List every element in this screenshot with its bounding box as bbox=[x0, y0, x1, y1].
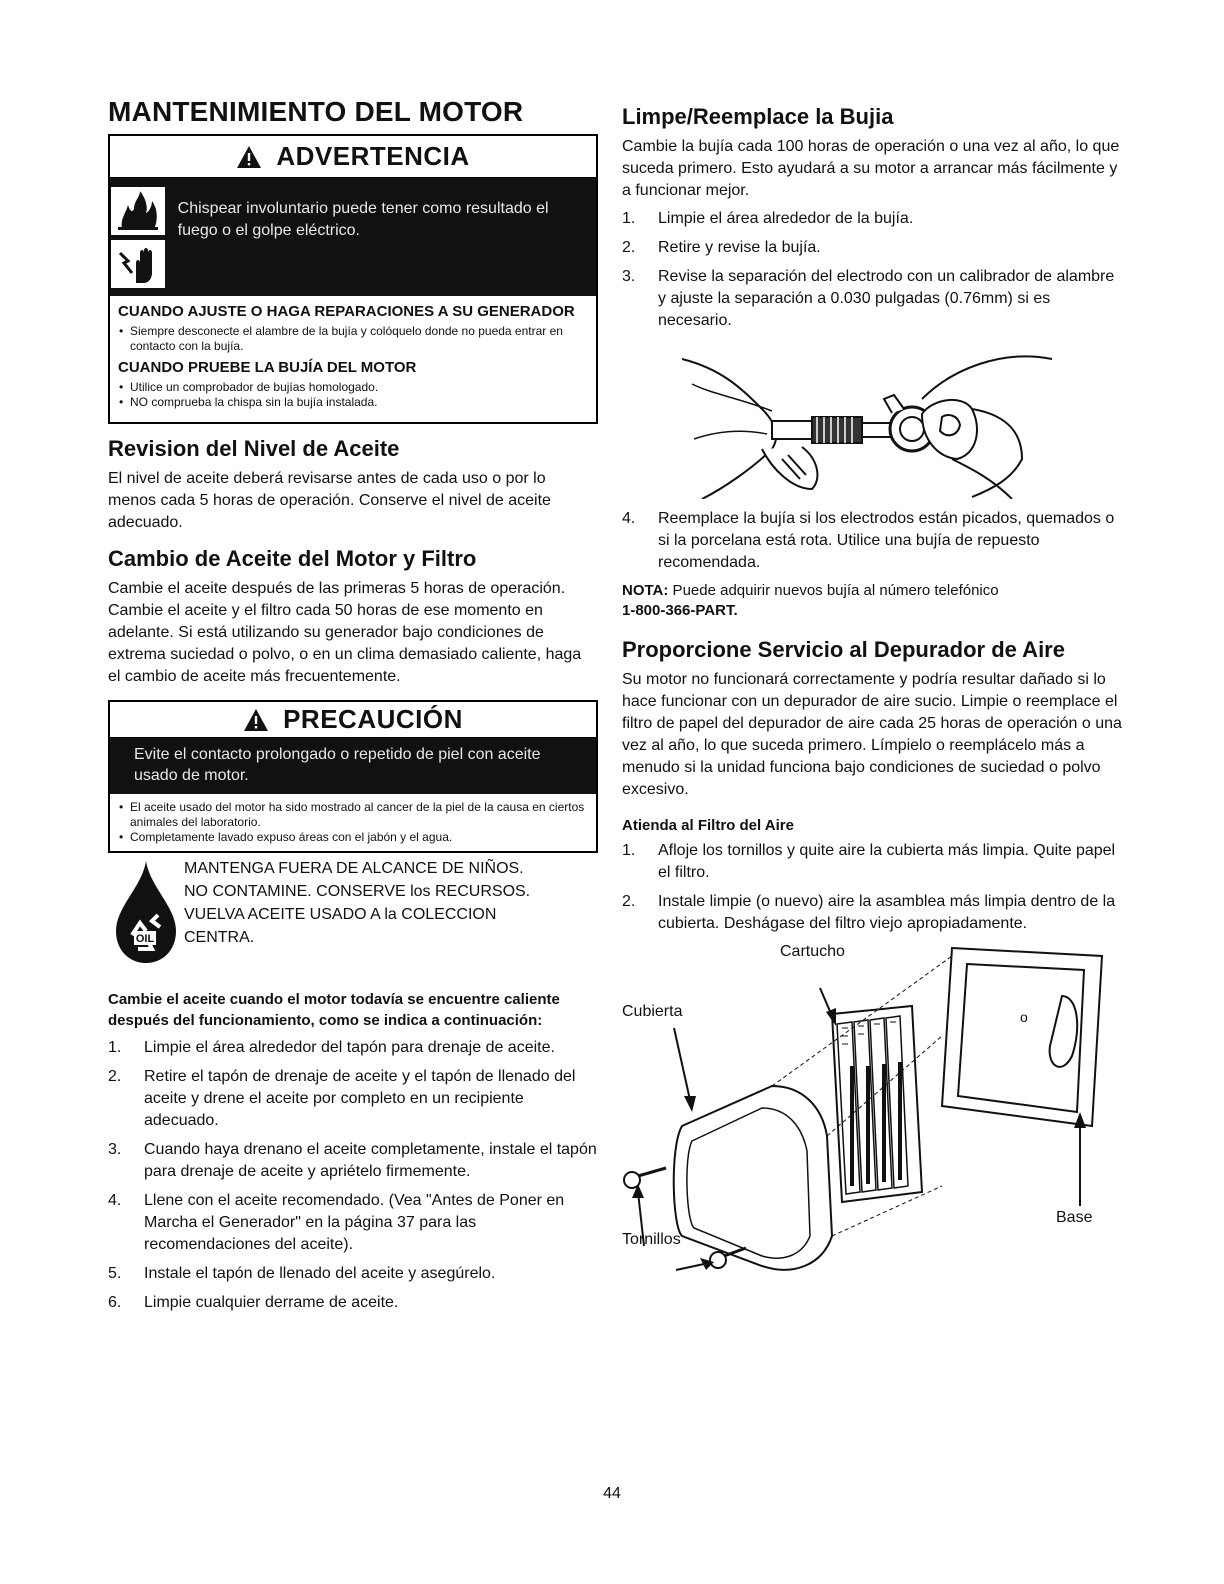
caution-header bbox=[110, 702, 596, 738]
list-item: 6. Limpie cualquier derrame de aceite. bbox=[108, 1294, 399, 1311]
air-cleaner-diagram bbox=[622, 936, 1122, 1306]
note-text: Puede adquirir nuevos bujía al número telefónico bbox=[668, 582, 999, 599]
warning-section2-title: CUANDO PRUEBE LA BUJÍA DEL MOTOR bbox=[118, 359, 417, 376]
list-item: 3. Cuando haya drenano el aceite completamente, instale el tapón para drenaje de aceite y apriételo firmemente. bbox=[108, 1141, 597, 1180]
warning-section1-title: CUANDO AJUSTE O HAGA REPARACIONES A SU GENERADOR bbox=[118, 303, 575, 320]
oil-recycle-icon bbox=[108, 857, 184, 967]
phone-number: 1-800-366-PART. bbox=[622, 602, 738, 619]
warning-icons bbox=[110, 178, 166, 296]
spark-plug-text: Cambie la bujía cada 100 horas de operación o una vez al año, lo que suceda primero. Esto ayudará a su motor a arrancar más fácilmente y a funcionar mejor. bbox=[622, 138, 1120, 199]
warning-item: • Siempre desconecte el alambre de la bujía y colóquelo donde no pueda entrar en contacto con la bujía. bbox=[118, 324, 588, 354]
label-cartucho: Cartucho bbox=[780, 943, 845, 960]
list-item: 3. Revise la separación del electrodo con un calibrador de alambre y ajuste la separación a 0.030 pulgadas (0.76mm) si es necesario. bbox=[622, 268, 1115, 329]
list-item: 1. Afloje los tornillos y quite aire la cubierta más limpia. Quite papel el filtro. bbox=[622, 842, 1116, 881]
spark-plug-heading: Limpe/Reemplace la Bujia bbox=[622, 104, 894, 129]
warning-section2-list bbox=[118, 380, 588, 410]
caution-item: • Completamente lavado expuso áreas con el jabón y el agua. bbox=[118, 830, 588, 845]
air-cleaner-text: Su motor no funcionará correctamente y podría resultar dañado si lo hace funcionar con un depurador de aire sucio. Limpie o reemplace el filtro de papel del depurador de aire cada 25 horas de operación o una vez al año, lo que suceda primero. Límpielo o reemplácelo más a menudo si la unidad funciona bajo condiciones de suciedad o polvo excesivo. bbox=[622, 671, 1122, 798]
electric-shock-icon bbox=[111, 240, 165, 288]
caution-list bbox=[118, 800, 588, 845]
list-item: 4. Llene con el aceite recomendado. (Vea "Antes de Poner en Marcha el Generador" en la página 37 para las recomendaciones del aceite). bbox=[108, 1192, 565, 1253]
label-tornillos: Tornillos bbox=[622, 1231, 681, 1248]
fire-icon bbox=[111, 187, 165, 235]
caution-heading: PRECAUCIÓN bbox=[283, 704, 463, 734]
left-column bbox=[108, 96, 598, 1321]
list-item: 5. Instale el tapón de llenado del aceite y asegúrelo. bbox=[108, 1265, 496, 1282]
caution-triangle-icon bbox=[243, 708, 269, 732]
warning-details bbox=[110, 296, 596, 422]
warning-heading: ADVERTENCIA bbox=[276, 141, 470, 171]
svg-text:OIL: OIL bbox=[135, 933, 155, 945]
air-filter-subhead: Atienda al Filtro del Aire bbox=[622, 817, 794, 834]
oil-change-steps bbox=[108, 1037, 598, 1314]
warning-item: • NO comprueba la chispa sin la bujía instalada. bbox=[118, 395, 588, 410]
caution-message: Evite el contacto prolongado o repetido de piel con aceite usado de motor. bbox=[110, 738, 596, 794]
spark-plug-step4 bbox=[622, 508, 1122, 574]
list-item: 1. Limpie el área alrededor de la bujía. bbox=[622, 210, 914, 227]
caution-details bbox=[110, 794, 596, 851]
warning-section1-list bbox=[118, 324, 588, 354]
recycle-notice bbox=[108, 857, 598, 967]
caution-item: • El aceite usado del motor ha sido mostrado al cancer de la piel de la causa en ciertos animales del laboratorio. bbox=[118, 800, 588, 830]
oil-change-heading: Cambio de Aceite del Motor y Filtro bbox=[108, 546, 477, 571]
air-cleaner-heading: Proporcione Servicio al Depurador de Aire bbox=[622, 637, 1065, 662]
procedure-intro: Cambie el aceite cuando el motor todavía se encuentre caliente después del funcionamiento, como se indica a continuación: bbox=[108, 991, 560, 1029]
list-item: 2. Retire el tapón de drenaje de aceite y el tapón de llenado del aceite y drene el aceite por completo en un recipiente adecuado. bbox=[108, 1068, 576, 1129]
spark-plug-illustration bbox=[622, 339, 1122, 499]
recycle-line: NO CONTAMINE. CONSERVE los RECURSOS. bbox=[184, 883, 531, 900]
oil-change-text: Cambie el aceite después de las primeras 5 horas de operación. Cambie el aceite y el filtro cada 50 horas de ese momento en adelante. Si está utilizando su generador bajo condiciones de extrema suciedad o polvo, o en un clima demasiado caliente, haga el cambio de aceite más frecuentemente. bbox=[108, 580, 582, 685]
list-item: 1. Limpie el área alrededor del tapón para drenaje de aceite. bbox=[108, 1039, 555, 1056]
warning-message-panel bbox=[110, 178, 596, 296]
warning-message: Chispear involuntario puede tener como resultado el fuego o el golpe eléctrico. bbox=[177, 200, 549, 239]
page-number: 44 bbox=[603, 1485, 621, 1502]
warning-triangle-icon bbox=[236, 145, 262, 169]
warning-item: • Utilice un comprobador de bujías homologado. bbox=[118, 380, 588, 395]
list-item: 4. Reemplace la bujía si los electrodos están picados, quemados o si la porcelana está rota. Utilice una bujía de repuesto recomendada. bbox=[622, 510, 1115, 571]
spark-plug-steps bbox=[622, 208, 1122, 332]
right-column bbox=[622, 100, 1122, 1311]
recycle-line: VUELVA ACEITE USADO A la COLECCION bbox=[184, 906, 497, 923]
warning-header bbox=[110, 136, 596, 178]
oil-check-text: El nivel de aceite deberá revisarse antes de cada uso o por lo menos cada 5 horas de operación. Conserve el nivel de aceite adecuado. bbox=[108, 470, 551, 531]
oil-check-heading: Revision del Nivel de Aceite bbox=[108, 436, 400, 461]
note bbox=[622, 581, 1122, 621]
recycle-line: CENTRA. bbox=[184, 929, 255, 946]
recycle-line: MANTENGA FUERA DE ALCANCE DE NIÑOS. bbox=[184, 860, 524, 877]
list-item: 2. Instale limpie (o nuevo) aire la asamblea más limpia dentro de la cubierta. Deshágase del filtro viejo apropiadamente. bbox=[622, 893, 1116, 932]
cartridge-shape bbox=[832, 1006, 922, 1202]
note-label: NOTA: bbox=[622, 582, 669, 599]
warning-box bbox=[108, 134, 598, 424]
label-cubierta: Cubierta bbox=[622, 1003, 683, 1020]
label-base: Base bbox=[1056, 1209, 1093, 1226]
air-filter-steps bbox=[622, 840, 1122, 935]
svg-text:o: o bbox=[1020, 1009, 1028, 1025]
list-item: 2. Retire y revise la bujía. bbox=[622, 239, 821, 256]
page-title: MANTENIMIENTO DEL MOTOR bbox=[108, 96, 524, 127]
recycle-text bbox=[184, 857, 530, 967]
caution-box bbox=[108, 700, 598, 853]
